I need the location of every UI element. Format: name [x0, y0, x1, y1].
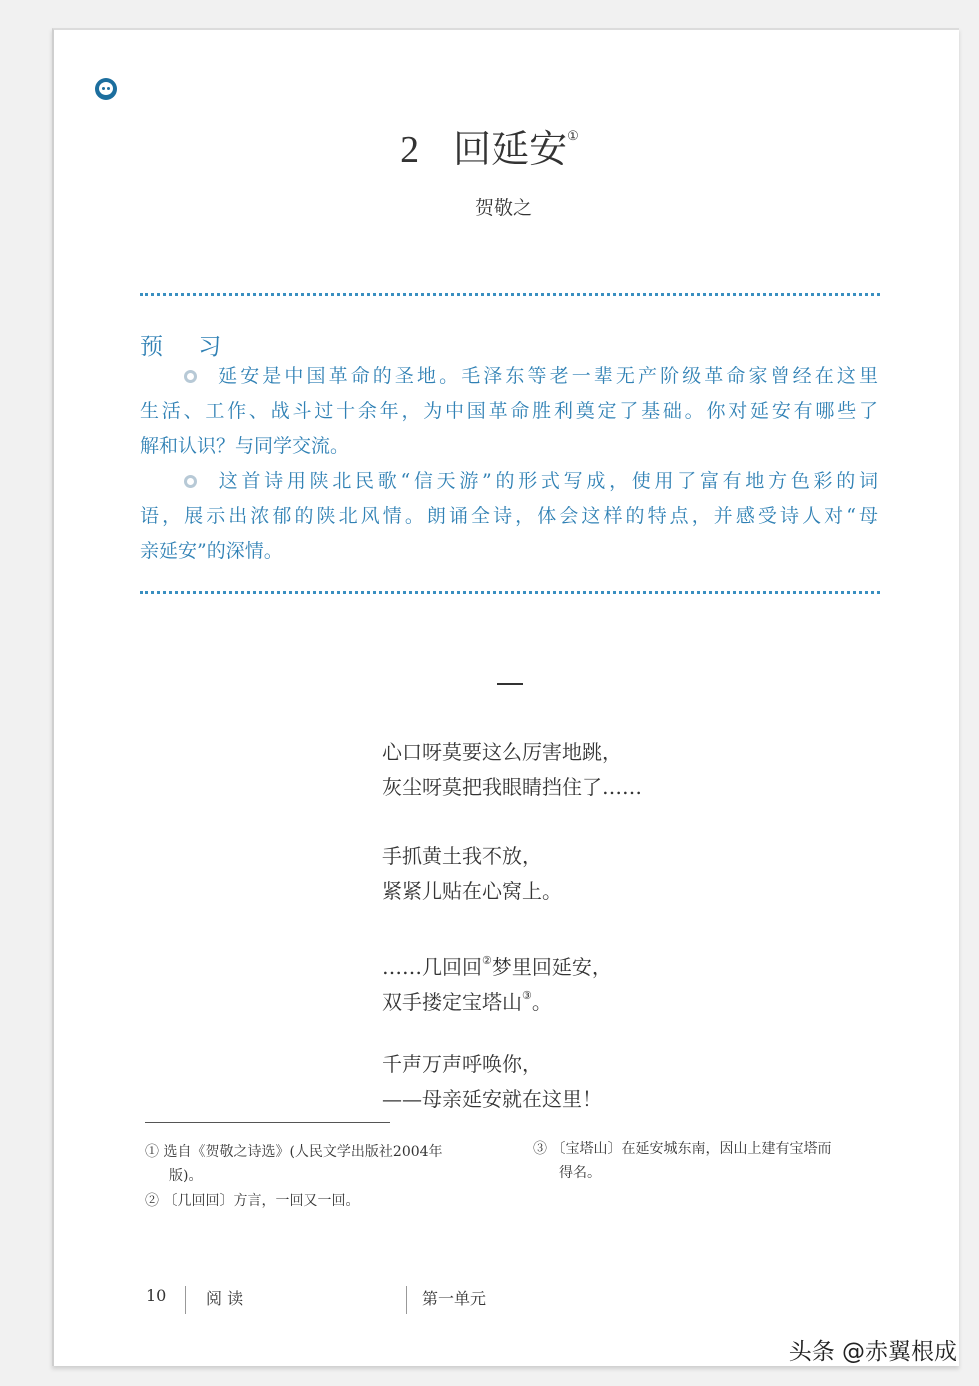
- footnote-mark: ①: [145, 1144, 159, 1160]
- poem-line: 心口呀莫要这么厉害地跳，: [382, 740, 622, 764]
- section-number-one: [497, 683, 523, 685]
- poem-line: [382, 978, 642, 1013]
- text-line: 〔宝塔山〕在延安城东南，因山上建有宝塔而: [551, 1141, 832, 1157]
- note-mark: ③: [522, 989, 532, 1002]
- footnote-divider: [145, 1122, 390, 1123]
- footnote-3: [533, 1137, 831, 1185]
- lesson-title: [0, 118, 979, 173]
- preview-paragraph-1: [140, 359, 878, 464]
- poem: [382, 735, 642, 1117]
- footer-divider: [406, 1286, 407, 1314]
- text: ……几回回: [382, 955, 482, 979]
- bullet-icon: [184, 475, 197, 488]
- footer-unit: 第一单元: [422, 1289, 487, 1308]
- text: 梦里回延安，: [491, 955, 612, 979]
- footnote-mark: ③: [533, 1141, 547, 1157]
- text-line: 延安是中国革命的圣地。毛泽东等老一辈无产阶级革命家曾经在这里: [215, 365, 878, 387]
- poem-line: 手抓黄土我不放，: [382, 844, 542, 868]
- dotted-divider: [140, 293, 880, 296]
- bullet-icon: [184, 370, 197, 383]
- title-note-mark: ①: [567, 129, 579, 144]
- text-line: 得名。: [559, 1165, 601, 1181]
- text: 双手搂定宝塔山: [382, 990, 522, 1014]
- preview-heading: 预 习: [140, 334, 236, 360]
- page-number: 10: [146, 1286, 167, 1305]
- text-line: 生活、工作、战斗过十余年，为中国革命胜利奠定了基础。你对延安有哪些了: [140, 400, 878, 422]
- text-line: 解和认识？与同学交流。: [140, 435, 350, 457]
- panda-icon: [95, 78, 117, 100]
- watermark: 头条 @赤翼根成: [788, 1339, 957, 1365]
- poem-line: 千声万声呼唤你，: [382, 1052, 542, 1076]
- text-line: 版)。: [169, 1168, 203, 1184]
- footer-divider: [185, 1286, 186, 1314]
- text-line: 语，展示出浓郁的陕北风情。朗诵全诗，体会这样的特点，并感受诗人对“母: [140, 505, 878, 527]
- text: 。: [531, 990, 552, 1014]
- footnote-2: [145, 1189, 359, 1213]
- text-line: 选自《贺敬之诗选》(人民文学出版社2004年: [163, 1144, 443, 1160]
- poem-line: ——母亲延安就在这里！: [382, 1087, 602, 1111]
- lesson-title-text: 回延安: [453, 127, 568, 171]
- author: 贺敬之: [474, 197, 532, 219]
- dotted-divider: [140, 591, 880, 594]
- lesson-number: 2: [400, 129, 420, 171]
- preview-paragraph-2: [140, 464, 878, 569]
- poem-line: 紧紧儿贴在心窝上。: [382, 879, 562, 903]
- poem-line: [382, 943, 642, 978]
- text-line: 这首诗用陕北民歌“信天游”的形式写成，使用了富有地方色彩的词: [215, 470, 878, 492]
- poem-line: 灰尘呀莫把我眼睛挡住了……: [382, 775, 642, 799]
- footnote-mark: ②: [145, 1193, 159, 1209]
- footnote-1: [145, 1140, 443, 1188]
- text-line: 亲延安”的深情。: [140, 540, 283, 562]
- footer-section: 阅 读: [206, 1289, 244, 1308]
- text-line: 〔几回回〕方言，一回又一回。: [163, 1193, 360, 1209]
- note-mark: ②: [482, 954, 492, 967]
